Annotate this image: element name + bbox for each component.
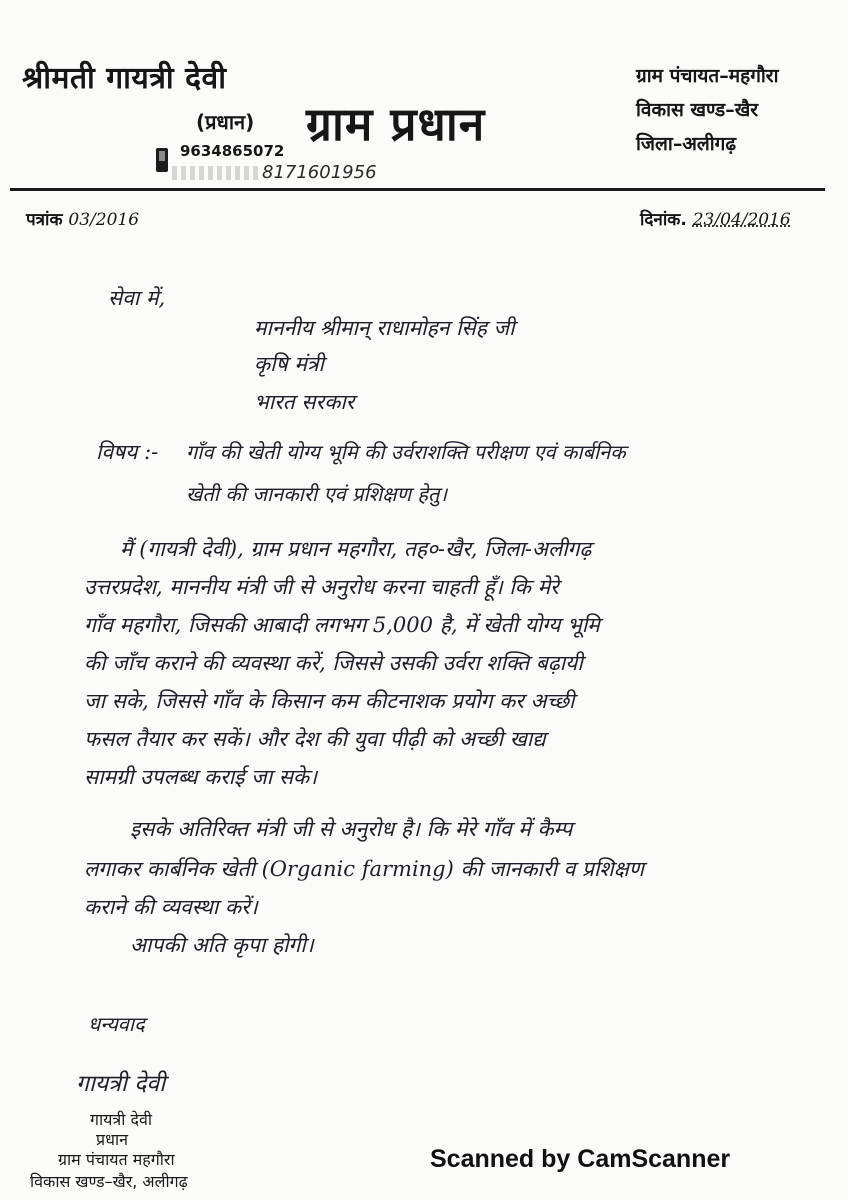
subject-line-2: खेती की जानकारी एवं प्रशिक्षण हेतु। — [186, 482, 448, 506]
salutation: सेवा में, — [108, 286, 166, 310]
stamp-panchayat: ग्राम पंचायत महगौरा — [58, 1150, 175, 1169]
stamp-block: विकास खण्ड–खैर, अलीगढ़ — [30, 1172, 188, 1191]
header-divider — [10, 188, 825, 191]
address-line-village: ग्राम पंचायत–महगौरा — [636, 65, 779, 87]
letterhead-role: (प्रधान) — [196, 110, 255, 134]
body-line: जा सके, जिससे गाँव के किसान कम कीटनाशक प्रयोग कर अच्छी — [84, 689, 575, 713]
letter-date: दिनांक. 23/04/2016 — [640, 210, 791, 230]
ref-number — [26, 207, 139, 230]
stamp-name: गायत्री देवी — [90, 1110, 153, 1129]
body-line: उत्तरप्रदेश, माननीय मंत्री जी से अनुरोध करना चाहती हूँ। कि मेरे — [84, 575, 559, 599]
subject-label: विषय :- — [96, 440, 159, 464]
thanks: धन्यवाद — [88, 1012, 145, 1036]
address-line-district: जिला–अलीगढ़ — [636, 133, 737, 155]
recipient-name: माननीय श्रीमान् राधामोहन सिंह जी — [254, 316, 515, 340]
body-line: फसल तैयार कर सकें। और देश की युवा पीढ़ी को अच्छी खाद्य — [84, 727, 546, 751]
body-line: की जाँच कराने की व्यवस्था करें, जिससे उसकी उर्वरा शक्ति बढ़ायी — [84, 651, 583, 675]
body-line: मैं (गायत्री देवी), ग्राम प्रधान महगौरा, तह०-खैर, जिला-अलीगढ़ — [120, 537, 592, 561]
camscanner-watermark: Scanned by CamScanner — [430, 1145, 731, 1173]
date-label: दिनांक — [640, 210, 681, 230]
recipient-office: भारत सरकार — [254, 390, 355, 414]
body-line: कराने की व्यवस्था करें। — [84, 895, 258, 919]
body-line: आपकी अति कृपा होगी। — [130, 933, 314, 957]
ref-label: पत्रांक — [26, 210, 63, 230]
address-line-block: विकास खण्ड–खैर — [636, 99, 759, 121]
phone-number-1: 9634865072 — [180, 142, 285, 160]
body-line: लगाकर कार्बनिक खेती (Organic farming) की जानकारी व प्रशिक्षण — [84, 857, 644, 881]
phone-icon — [156, 148, 168, 172]
signature: गायत्री देवी — [76, 1071, 166, 1097]
date-value: 23/04/2016 — [692, 210, 791, 230]
recipient-designation: कृषि मंत्री — [254, 352, 324, 376]
stamp-role: प्रधान — [96, 1130, 128, 1149]
body-line: सामग्री उपलब्ध कराई जा सके। — [84, 765, 318, 789]
subject-line-1: गाँव की खेती योग्य भूमि की उर्वराशक्ति परीक्षण एवं कार्बनिक — [186, 440, 626, 464]
ref-value: 03/2016 — [68, 210, 140, 230]
phone-number-2: 8171601956 — [262, 162, 377, 183]
body-line: इसके अतिरिक्त मंत्री जी से अनुरोध है। कि मेरे गाँव में कैम्प — [130, 817, 573, 841]
body-line: गाँव महगौरा, जिसकी आबादी लगभग 5,000 है, में खेती योग्य भूमि — [84, 613, 600, 637]
redacted-mark — [172, 166, 258, 180]
letterhead-name: श्रीमती गायत्री देवी — [22, 61, 227, 96]
letterhead-title: ग्राम प्रधान — [306, 97, 486, 151]
